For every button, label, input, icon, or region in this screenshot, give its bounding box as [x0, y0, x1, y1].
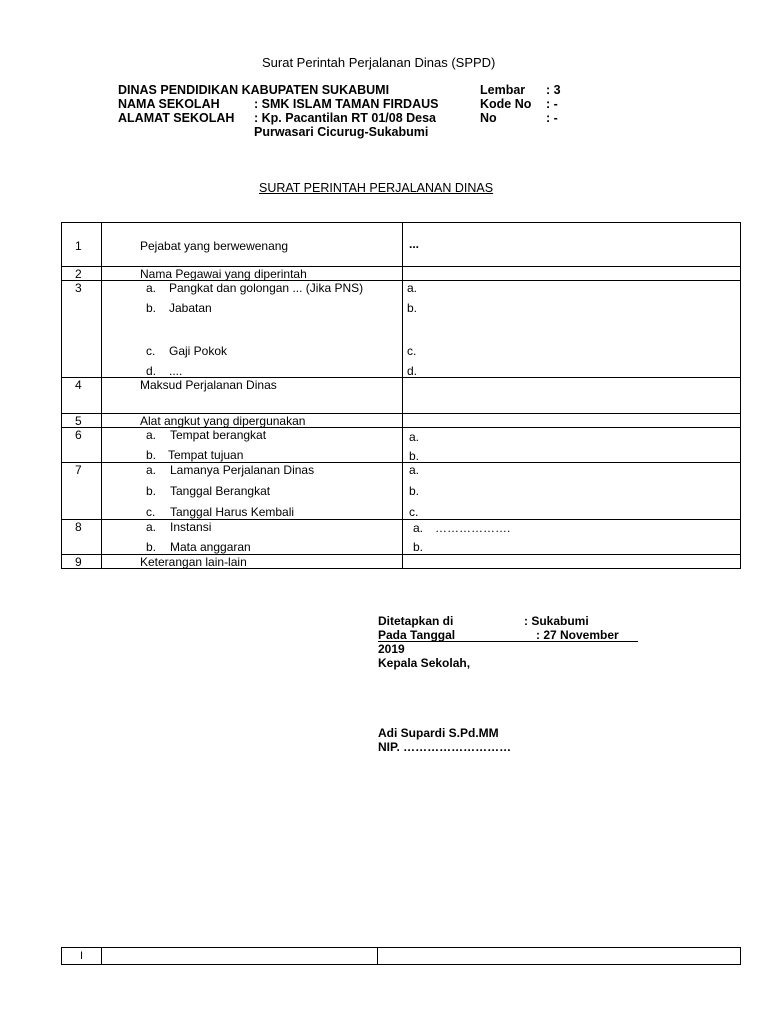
date-value: : 27 November: [536, 628, 619, 642]
item-label: Tanggal Harus Kembali: [170, 505, 295, 519]
item-label: Instansi: [170, 520, 212, 534]
row-number: 4: [75, 378, 82, 392]
signer-position: Kepala Sekolah,: [378, 656, 471, 670]
item-label: Tanggal Berangkat: [170, 484, 271, 498]
item-letter: b.: [146, 484, 157, 498]
table-row: [62, 948, 741, 965]
sppd-table: [61, 222, 741, 569]
table-row: [62, 281, 741, 378]
item-letter: a.: [146, 520, 157, 534]
school-label: NAMA SEKOLAH: [118, 97, 220, 111]
item-label: Lamanya Perjalanan Dinas: [170, 463, 315, 477]
item-label: Tempat tujuan: [168, 448, 244, 462]
table-row: [62, 463, 741, 520]
item-letter: a.: [146, 428, 157, 442]
school-value: : SMK ISLAM TAMAN FIRDAUS: [254, 97, 439, 111]
footer-cell: I: [62, 948, 102, 965]
item-letter: b.: [146, 301, 157, 315]
lembar-label: Lembar: [480, 83, 526, 97]
item-value-letter: b.: [409, 449, 420, 463]
row-number: 7: [75, 463, 82, 477]
item-letter: b.: [146, 448, 157, 462]
table-row: [62, 428, 741, 463]
footer-cell: [102, 948, 378, 965]
item-value-letter: a.: [409, 463, 420, 477]
address-label: ALAMAT SEKOLAH: [118, 111, 235, 125]
item-value-letter: d.: [407, 364, 418, 378]
date-label: Pada Tanggal: [378, 628, 456, 642]
row-label: Keterangan lain-lain: [140, 555, 247, 569]
row-number: 3: [75, 281, 82, 295]
date-line: [378, 628, 638, 642]
item-letter: c.: [146, 505, 156, 519]
footer-table: [61, 947, 741, 965]
item-value-letter: b.: [413, 540, 424, 554]
no-label: No: [480, 111, 497, 125]
document-title: Surat Perintah Perjalanan Dinas (SPPD): [262, 55, 496, 70]
item-value-letter: b.: [409, 484, 420, 498]
kode-value: : -: [546, 97, 558, 111]
row-number: 6: [75, 428, 82, 442]
place-label: Ditetapkan di: [378, 614, 454, 628]
address-value-line1: : Kp. Pacantilan RT 01/08 Desa: [254, 111, 437, 125]
item-value-letter: a.: [409, 430, 420, 444]
form-subtitle: SURAT PERINTAH PERJALANAN DINAS: [259, 181, 494, 195]
item-value-text: ……………….: [435, 521, 511, 535]
signer-nip: NIP. ………………………: [378, 740, 512, 754]
item-label: ....: [169, 364, 183, 378]
item-value-letter: c.: [407, 344, 417, 358]
row-number: 1: [75, 239, 82, 253]
row-label: Maksud Perjalanan Dinas: [140, 378, 277, 392]
item-label: Jabatan: [169, 301, 212, 315]
signer-name: Adi Supardi S.Pd.MM: [378, 726, 499, 740]
item-value-letter: c.: [409, 505, 419, 519]
row-number: 5: [75, 414, 82, 428]
row-label: Nama Pegawai yang diperintah: [140, 267, 307, 281]
no-value: : -: [546, 111, 558, 125]
item-value-letter: a.: [413, 521, 424, 535]
row-number: 9: [75, 555, 82, 569]
table-row: [62, 520, 741, 555]
table-row: [62, 414, 741, 428]
table-row: [62, 267, 741, 281]
item-letter: a.: [146, 463, 157, 477]
date-year: 2019: [378, 642, 405, 656]
row-number: 2: [75, 267, 82, 281]
item-label: Tempat berangkat: [170, 428, 267, 442]
lembar-value: : 3: [546, 83, 561, 97]
row-value: ...: [409, 237, 420, 251]
table-row: [62, 555, 741, 569]
item-letter: c.: [146, 344, 156, 358]
item-value-letter: a.: [407, 281, 418, 295]
item-label: Pangkat dan golongan ... (Jika PNS): [169, 281, 364, 295]
address-value-line2: Purwasari Cicurug-Sukabumi: [254, 125, 429, 139]
footer-cell: [378, 948, 741, 965]
item-letter: d.: [146, 364, 157, 378]
table-row: [62, 223, 741, 267]
row-label: Pejabat yang berwewenang: [140, 239, 289, 253]
item-letter: a.: [146, 281, 157, 295]
row-label: Alat angkut yang dipergunakan: [140, 414, 306, 428]
item-label: Gaji Pokok: [169, 344, 228, 358]
table-row: [62, 378, 741, 414]
place-value: : Sukabumi: [524, 614, 589, 628]
kode-label: Kode No: [480, 97, 532, 111]
agency-name: DINAS PENDIDIKAN KABUPATEN SUKABUMI: [118, 83, 390, 97]
item-letter: b.: [146, 540, 157, 554]
item-value-letter: b.: [407, 301, 418, 315]
row-number: 8: [75, 520, 82, 534]
item-label: Mata anggaran: [170, 540, 251, 554]
